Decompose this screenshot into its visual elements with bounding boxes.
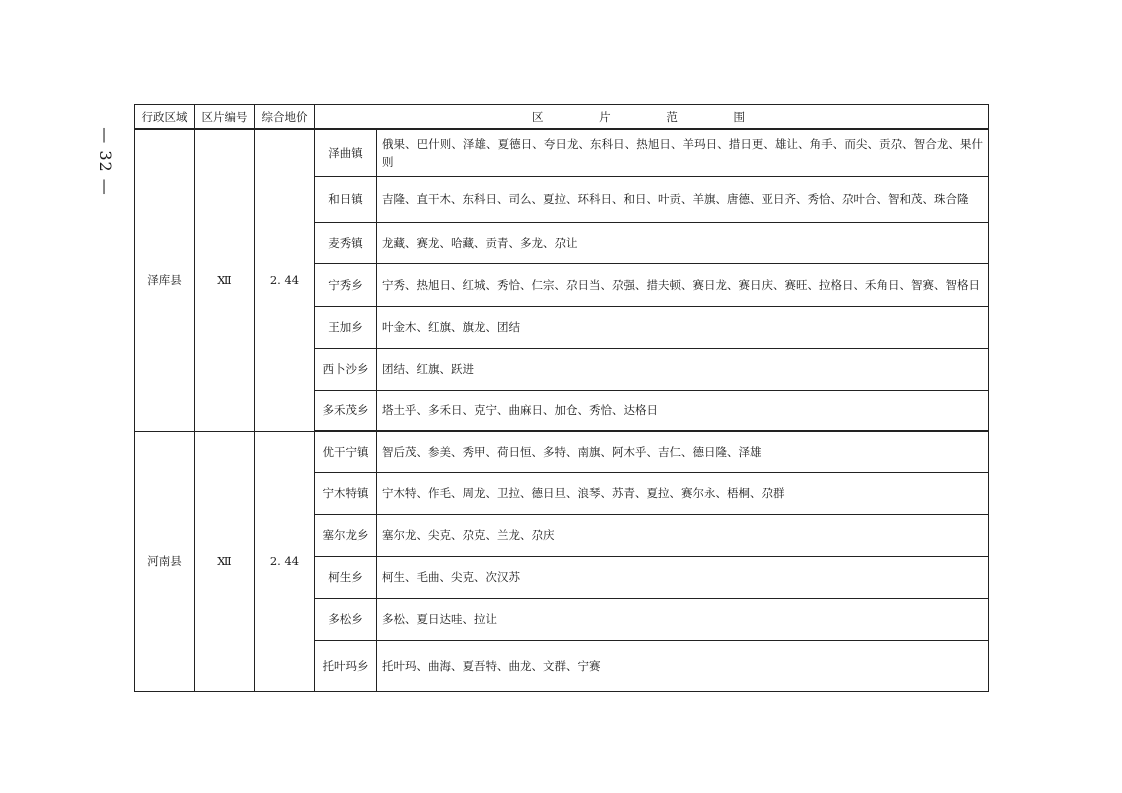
range-cell: 塞尔龙、尖克、尕克、兰龙、尕庆 xyxy=(377,514,989,556)
town-cell: 塞尔龙乡 xyxy=(315,514,377,556)
range-cell: 智后茂、参美、秀甲、荷日恒、多特、南旗、阿木乎、吉仁、德日隆、泽雄 xyxy=(377,431,989,472)
price-cell: 2. 44 xyxy=(255,129,315,431)
town-cell: 泽曲镇 xyxy=(315,129,377,176)
table-row xyxy=(135,129,989,176)
page-number-text: — 32 — xyxy=(95,126,115,196)
range-cell: 龙藏、赛龙、哈藏、贡青、多龙、尕让 xyxy=(377,222,989,263)
table-row xyxy=(135,431,989,472)
range-cell: 俄果、巴什则、泽雄、夏德日、夸日龙、东科日、热旭日、羊玛日、措日更、雄让、角手、而尖、贡尕、智合龙、果什则 xyxy=(377,129,989,176)
range-cell: 柯生、毛曲、尖克、次汉苏 xyxy=(377,556,989,598)
header-region: 行政区域 xyxy=(135,105,195,130)
table-header-row xyxy=(135,105,989,130)
town-cell: 优干宁镇 xyxy=(315,431,377,472)
header-code: 区片编号 xyxy=(195,105,255,130)
range-cell: 宁秀、热旭日、红城、秀恰、仁宗、尕日当、尕强、措夫顿、赛日龙、赛日庆、赛旺、拉格日、禾角日、智赛、智格日 xyxy=(377,263,989,306)
land-price-table xyxy=(134,104,989,692)
range-cell: 塔土乎、多禾日、克宁、曲麻日、加仓、秀恰、达格日 xyxy=(377,390,989,431)
town-cell: 宁木特镇 xyxy=(315,472,377,514)
range-cell: 托叶玛、曲海、夏吾特、曲龙、文群、宁赛 xyxy=(377,640,989,691)
code-cell: Ⅻ xyxy=(195,129,255,431)
range-cell: 吉隆、直干木、东科日、司么、夏拉、环科日、和日、叶贡、羊旗、唐德、亚日齐、秀恰、尕叶合、智和茂、珠合隆 xyxy=(377,176,989,222)
town-cell: 西卜沙乡 xyxy=(315,348,377,390)
town-cell: 宁秀乡 xyxy=(315,263,377,306)
town-cell: 托叶玛乡 xyxy=(315,640,377,691)
town-cell: 王加乡 xyxy=(315,306,377,348)
range-cell: 多松、夏日达哇、拉让 xyxy=(377,598,989,640)
town-cell: 多松乡 xyxy=(315,598,377,640)
range-cell: 叶金木、红旗、旗龙、团结 xyxy=(377,306,989,348)
price-cell: 2. 44 xyxy=(255,431,315,691)
header-price: 综合地价 xyxy=(255,105,315,130)
town-cell: 麦秀镇 xyxy=(315,222,377,263)
header-range: 区 片 范 围 xyxy=(315,105,989,130)
town-cell: 和日镇 xyxy=(315,176,377,222)
range-cell: 团结、红旗、跃进 xyxy=(377,348,989,390)
county-cell: 河南县 xyxy=(135,431,195,691)
page-number xyxy=(90,118,120,204)
town-cell: 多禾茂乡 xyxy=(315,390,377,431)
town-cell: 柯生乡 xyxy=(315,556,377,598)
range-cell: 宁木特、作毛、周龙、卫拉、德日旦、浪琴、苏青、夏拉、赛尔永、梧桐、尕群 xyxy=(377,472,989,514)
county-cell: 泽库县 xyxy=(135,129,195,431)
code-cell: Ⅻ xyxy=(195,431,255,691)
